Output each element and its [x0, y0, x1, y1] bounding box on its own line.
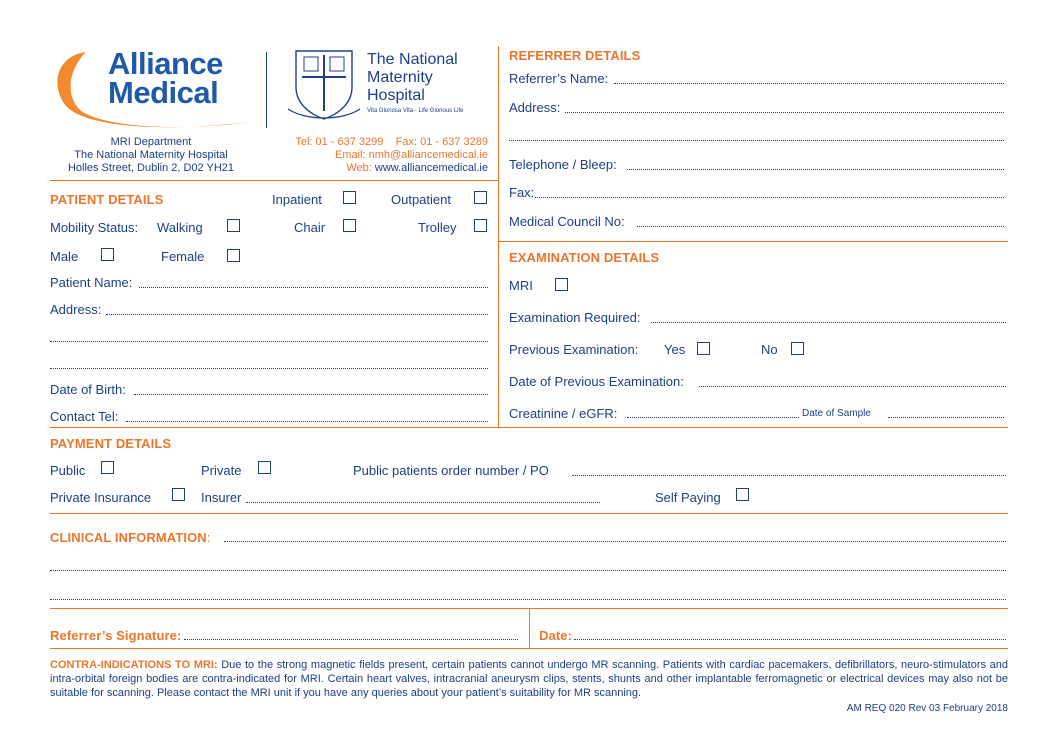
referrer-address-field-1[interactable]	[565, 112, 1004, 113]
fax-label: Fax:	[395, 136, 418, 148]
contact-tel-label: Contact Tel:	[50, 409, 119, 424]
previous-no-label: No	[761, 342, 778, 357]
male-label: Male	[50, 249, 79, 264]
referrer-fax-label: Fax:	[509, 185, 535, 200]
clinical-information-heading	[50, 530, 211, 545]
patient-address-field-2[interactable]	[50, 341, 488, 342]
signature-date-label: Date:	[539, 628, 573, 643]
referrer-fax-field[interactable]	[535, 197, 1004, 198]
form-reference: AM REQ 020 Rev 03 February 2018	[846, 703, 1008, 714]
outpatient-label: Outpatient	[391, 192, 451, 207]
female-label: Female	[161, 249, 205, 264]
patient-name-label: Patient Name:	[50, 275, 133, 290]
inpatient-checkbox[interactable]	[343, 191, 356, 204]
logo-text-alliance: Alliance	[108, 46, 223, 81]
previous-exam-label: Previous Examination:	[509, 342, 639, 357]
previous-yes-checkbox[interactable]	[697, 342, 710, 355]
private-insurance-label: Private Insurance	[50, 490, 152, 505]
hospital-name: The National Maternity Hospital	[74, 149, 228, 161]
medical-council-field[interactable]	[637, 226, 1004, 227]
nmh-motto: Vita Gloriosa Vita - Life Glorious Life	[367, 108, 464, 114]
referrer-phone-label: Telephone / Bleep:	[509, 157, 617, 172]
previous-date-field[interactable]	[699, 386, 1006, 387]
referrer-name-field[interactable]	[614, 83, 1004, 84]
private-insurance-checkbox[interactable]	[172, 488, 185, 501]
sample-date-label: Date of Sample	[802, 408, 871, 419]
tel-value: 01 - 637 3299	[315, 136, 384, 148]
dept-name: MRI Department	[110, 136, 192, 148]
clinical-field-3[interactable]	[50, 599, 1006, 600]
po-field[interactable]	[572, 475, 1006, 476]
chair-label: Chair	[294, 220, 326, 235]
contact-tel-field[interactable]	[126, 421, 488, 422]
self-paying-checkbox[interactable]	[736, 488, 749, 501]
web-label: Web:	[346, 162, 372, 174]
patient-name-field[interactable]	[139, 287, 488, 288]
chair-checkbox[interactable]	[343, 219, 356, 232]
web-link[interactable]: www.alliancemedical.ie	[374, 162, 488, 174]
logo-text-medical: Medical	[108, 75, 219, 110]
patient-address-field-3[interactable]	[50, 368, 488, 369]
rule-exam-top	[498, 241, 1008, 242]
patient-address-label: Address:	[50, 302, 102, 317]
signature-date-field[interactable]	[574, 639, 1006, 640]
column-divider	[498, 46, 499, 428]
rule-contra-top	[50, 648, 1008, 649]
walking-label: Walking	[157, 220, 203, 235]
rule-patient-top	[50, 180, 498, 181]
outpatient-checkbox[interactable]	[474, 191, 487, 204]
clinical-field-2[interactable]	[50, 570, 1006, 571]
contra-indications-paragraph	[50, 658, 1008, 700]
payment-details-heading: PAYMENT DETAILS	[50, 436, 172, 451]
patient-details-heading: PATIENT DETAILS	[50, 192, 164, 207]
walking-checkbox[interactable]	[227, 219, 240, 232]
clinical-field-1[interactable]	[224, 541, 1006, 542]
creatinine-label: Creatinine / eGFR:	[509, 406, 618, 421]
previous-no-checkbox[interactable]	[791, 342, 804, 355]
nmh-line3: Hospital	[367, 87, 425, 104]
department-address	[50, 136, 252, 175]
private-label: Private	[201, 463, 242, 478]
self-paying-label: Self Paying	[655, 490, 721, 505]
nmh-line2: Maternity	[367, 69, 433, 86]
street-address: Holles Street, Dublin 2, D02 YH21	[67, 162, 235, 174]
previous-date-label: Date of Previous Examination:	[509, 374, 684, 389]
previous-yes-label: Yes	[664, 342, 686, 357]
clinical-heading-colon: :	[206, 530, 211, 545]
referrer-phone-field[interactable]	[627, 169, 1004, 170]
rule-payment-top	[50, 427, 1008, 428]
email-label: Email:	[334, 149, 366, 161]
mobility-label: Mobility Status:	[50, 220, 139, 235]
fax-value: 01 - 637 3289	[420, 136, 488, 148]
male-checkbox[interactable]	[101, 248, 114, 261]
examination-details-heading: EXAMINATION DETAILS	[509, 250, 660, 265]
referrer-name-label: Referrer’s Name:	[509, 71, 609, 86]
contra-text: Due to the strong magnetic fields present, certain patients cannot undergo MR scanning. Patients with cardiac pacemakers, defibrillators, neuro-stimulators and intra-orbital foreign bodies are contra-indicated for MRI. Certain heart valves, intracranial aneurysm clips, stents, shunts and other implantable ferromagnetic or electrical devices may also not be suitable for scanning. Please contact the MRI unit if you have any queries about your patient’s suitability for MR scanning.	[50, 659, 1008, 699]
referrer-address-field-2[interactable]	[509, 140, 1004, 141]
hospital-crest-icon	[286, 47, 362, 123]
email-link[interactable]: nmh@alliancemedical.ie	[368, 149, 488, 161]
referrer-details-heading: REFERRER DETAILS	[509, 48, 641, 63]
mri-label: MRI	[509, 278, 533, 293]
nmh-line1: The National	[367, 51, 458, 68]
po-label: Public patients order number / PO	[353, 463, 549, 478]
sample-date-field[interactable]	[888, 417, 1004, 418]
signature-divider	[529, 608, 530, 648]
referrer-address-label: Address:	[509, 100, 561, 115]
insurer-label: Insurer	[201, 490, 242, 505]
creatinine-field[interactable]	[627, 417, 799, 418]
dob-label: Date of Birth:	[50, 382, 126, 397]
inpatient-label: Inpatient	[272, 192, 322, 207]
medical-council-label: Medical Council No:	[509, 214, 625, 229]
signature-field[interactable]	[184, 639, 518, 640]
trolley-checkbox[interactable]	[474, 219, 487, 232]
insurer-field[interactable]	[246, 502, 600, 503]
public-label: Public	[50, 463, 86, 478]
trolley-label: Trolley	[418, 220, 457, 235]
public-checkbox[interactable]	[101, 461, 114, 474]
female-checkbox[interactable]	[227, 249, 240, 262]
signature-label: Referrer’s Signature:	[50, 628, 182, 643]
tel-label: Tel:	[295, 136, 313, 148]
clinical-heading-text: CLINICAL INFORMATION	[50, 530, 207, 545]
patient-address-field-1[interactable]	[106, 314, 488, 315]
exam-required-field[interactable]	[651, 322, 1006, 323]
rule-clinical-top	[50, 513, 1008, 514]
exam-required-label: Examination Required:	[509, 310, 641, 325]
mri-checkbox[interactable]	[555, 278, 568, 291]
logo-divider	[266, 52, 267, 128]
contact-block	[280, 136, 488, 175]
private-checkbox[interactable]	[258, 461, 271, 474]
dob-field[interactable]	[134, 394, 488, 395]
contra-heading: CONTRA-INDICATIONS TO MRI:	[50, 659, 218, 671]
